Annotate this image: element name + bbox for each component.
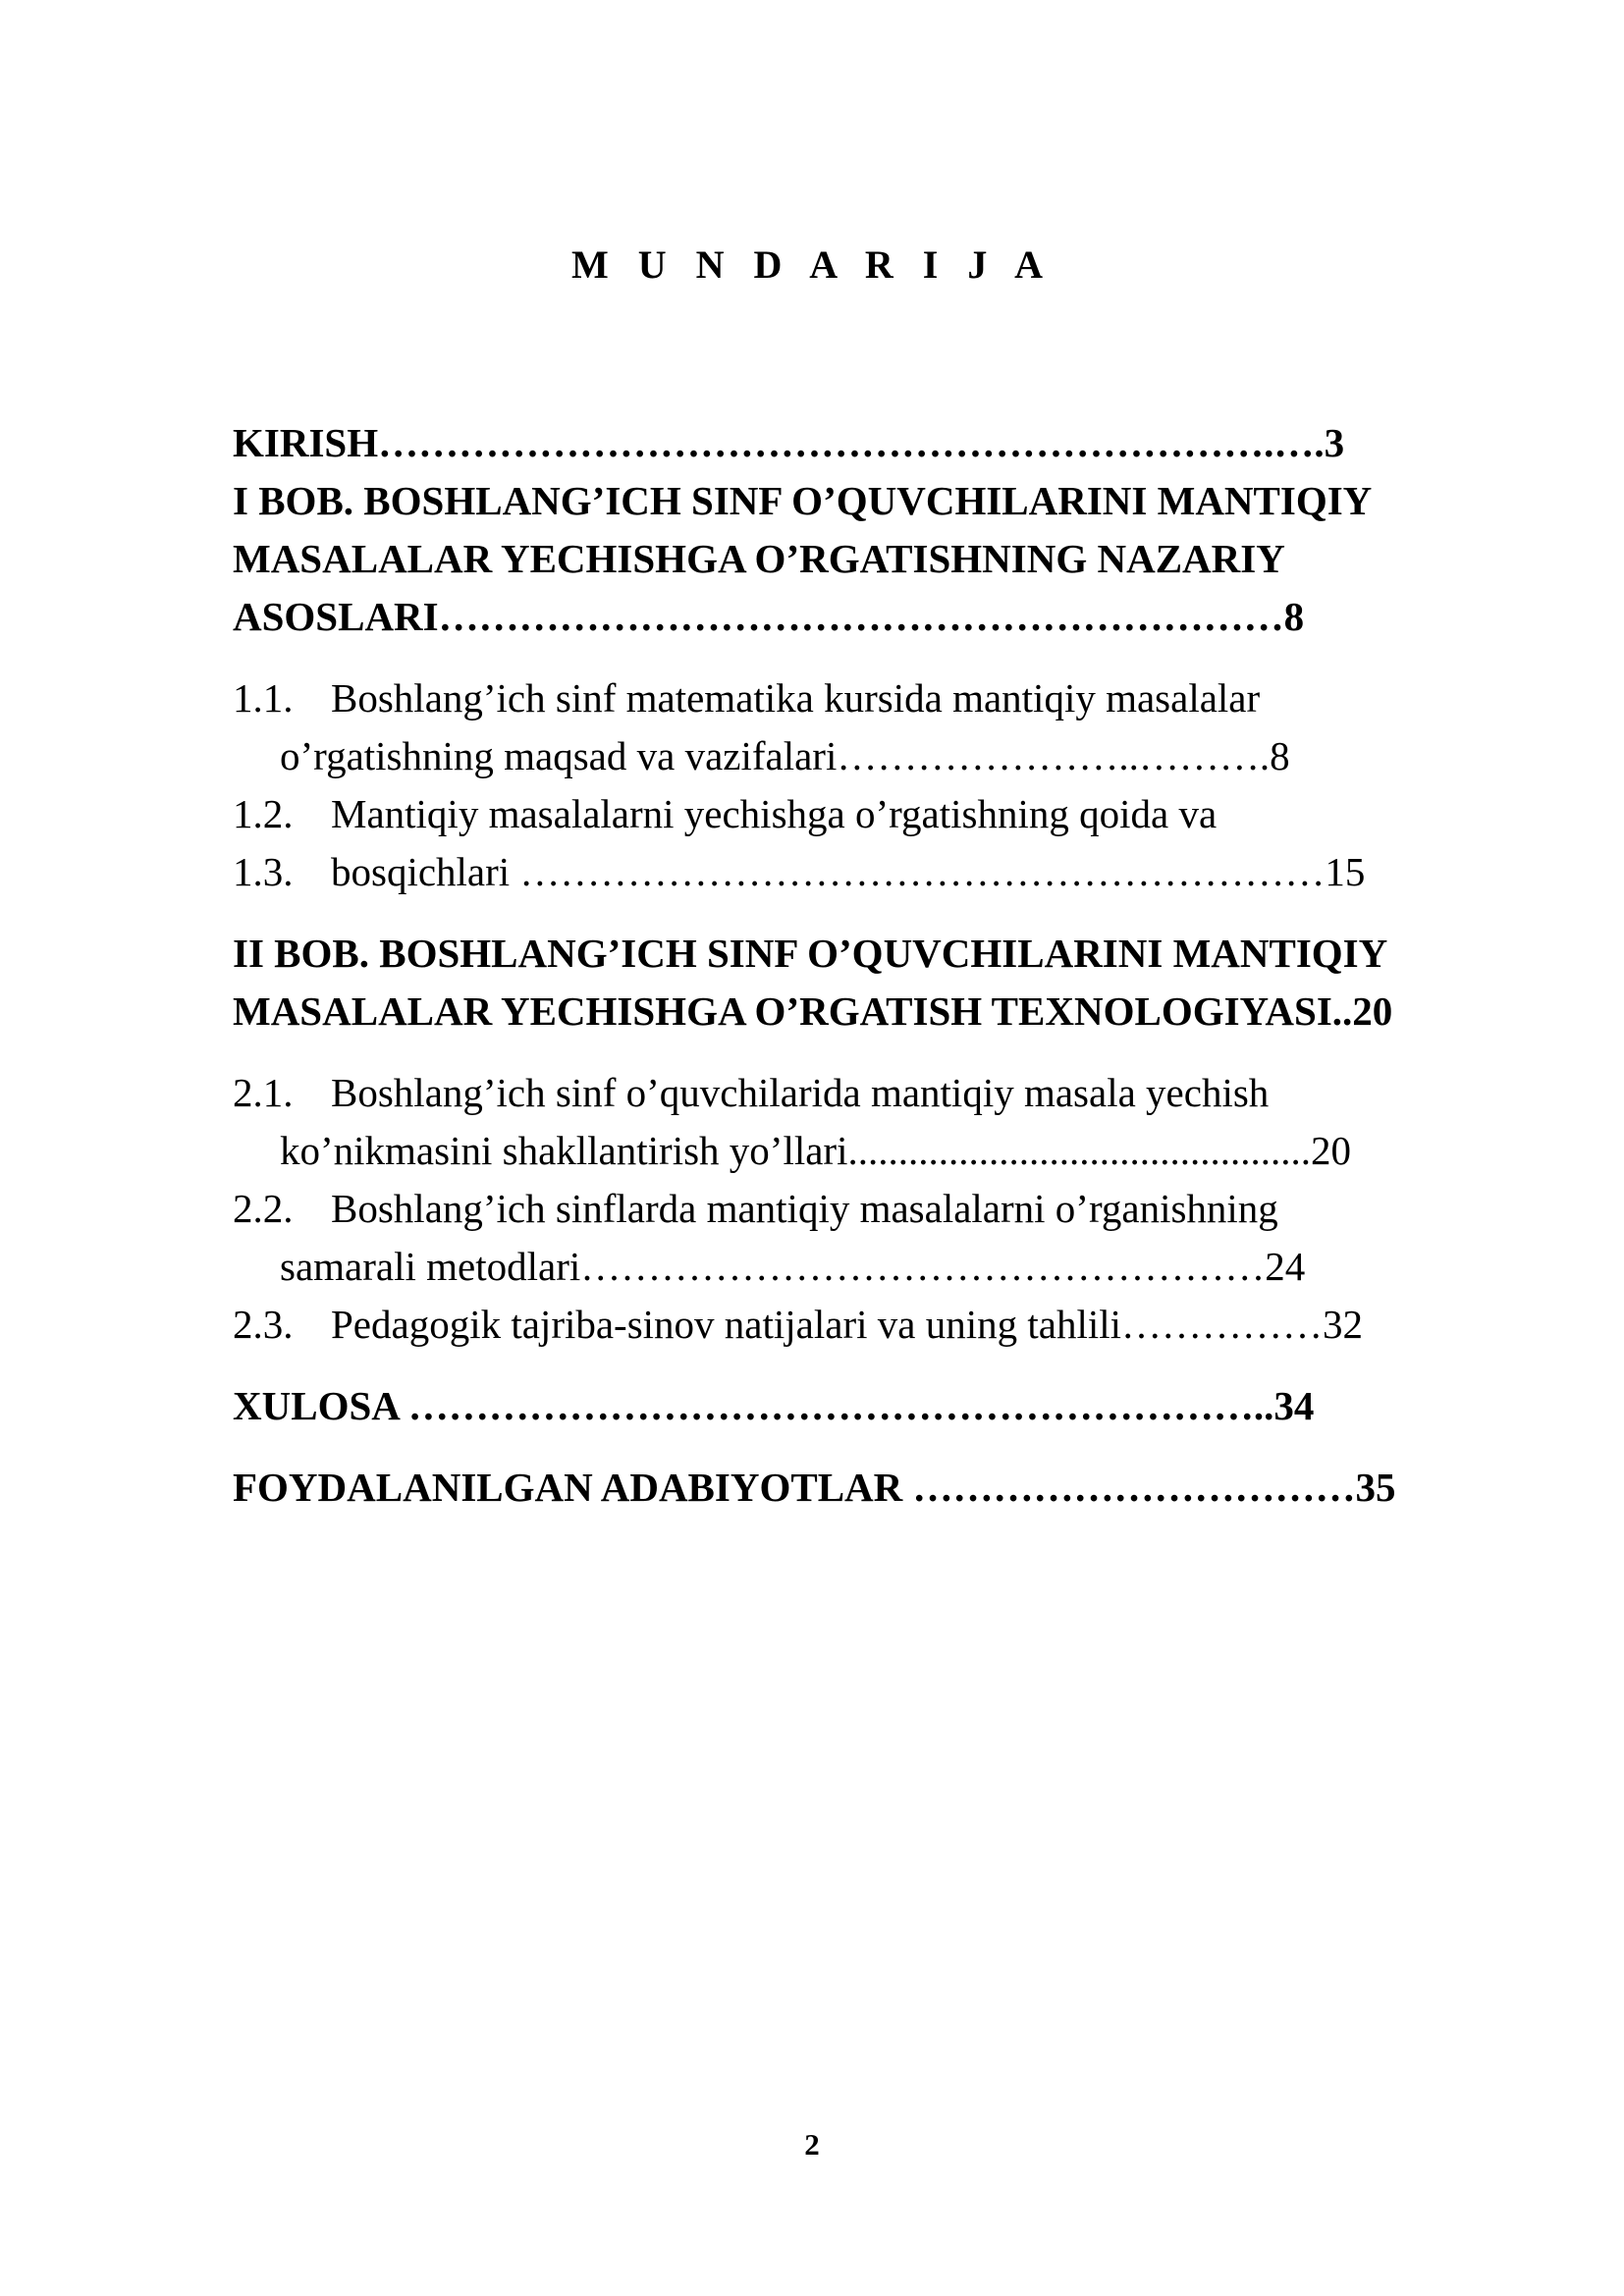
section-number: 2.2.: [233, 1186, 294, 1231]
toc-entry-chapter1-line2[interactable]: MASALALAR YECHISHGA O’RGATISHNING NAZARIY: [233, 536, 1285, 581]
spacer: [233, 1041, 1539, 1064]
spacer: [233, 901, 1539, 925]
toc-entry-section-1-2[interactable]: [233, 785, 1539, 843]
toc-title: M U N D A R I J A: [570, 242, 1054, 287]
section-number: 2.3.: [233, 1302, 294, 1347]
toc-entry-section-2-1-cont[interactable]: ko’nikmasini shakllantirish yo’llari..............................................20: [280, 1128, 1351, 1173]
page-number: 2: [804, 2127, 820, 2162]
toc-entry-section-2-2[interactable]: [233, 1180, 1539, 1238]
section-title: Boshlang’ich sinflarda mantiqiy masalalarni o’rganishning: [331, 1186, 1278, 1231]
section-title: Mantiqiy masalalarni yechishga o’rgatishning qoida va: [331, 791, 1218, 836]
section-number: 1.3.: [233, 849, 294, 894]
toc-entry-section-2-1[interactable]: [233, 1064, 1539, 1122]
toc-entry-xulosa[interactable]: XULOSA ………………………………………………………..34: [233, 1383, 1315, 1428]
toc-entry-kirish[interactable]: KIRISH………………………………………………………….….3: [233, 420, 1345, 465]
table-of-contents: [233, 414, 1539, 1517]
toc-entry-adabiyotlar[interactable]: FOYDALANILGAN ADABIYOTLAR ……………………………35: [233, 1465, 1396, 1510]
section-number: 2.1.: [233, 1070, 294, 1115]
toc-entry-chapter1-line1[interactable]: I BOB. BOSHLANG’ICH SINF O’QUVCHILARINI MANTIQIY: [233, 478, 1373, 523]
spacer: [233, 1435, 1539, 1459]
section-title: Boshlang’ich sinf o’quvchilarida mantiqiy masala yechish: [331, 1070, 1270, 1115]
toc-entry-section-1-1[interactable]: [233, 669, 1539, 727]
section-title: bosqichlari ……………………………………………………15: [331, 849, 1366, 894]
toc-entry-chapter2-line1[interactable]: II BOB. BOSHLANG’ICH SINF O’QUVCHILARINI MANTIQIY: [233, 931, 1388, 976]
spacer: [233, 1354, 1539, 1377]
toc-entry-section-2-3[interactable]: [233, 1296, 1539, 1354]
section-title: Pedagogik tajriba-sinov natijalari va uning tahlili……………32: [331, 1302, 1364, 1347]
section-number: 1.1.: [233, 675, 294, 721]
toc-entry-chapter2-line2[interactable]: MASALALAR YECHISHGA O’RGATISH TEXNOLOGIYASI..20: [233, 988, 1393, 1034]
toc-entry-section-1-1-cont[interactable]: o’rgatishning maqsad va vazifalari…………………..……….8: [280, 733, 1290, 778]
section-number: 1.2.: [233, 791, 294, 836]
toc-entry-section-2-2-cont[interactable]: samarali metodlari……………………………………………24: [280, 1244, 1306, 1289]
spacer: [233, 646, 1539, 669]
toc-entry-chapter1-line3[interactable]: ASOSLARI………………………………………………………8: [233, 594, 1305, 639]
section-title: Boshlang’ich sinf matematika kursida mantiqiy masalalar: [331, 675, 1261, 721]
toc-entry-section-1-3[interactable]: [233, 843, 1539, 901]
